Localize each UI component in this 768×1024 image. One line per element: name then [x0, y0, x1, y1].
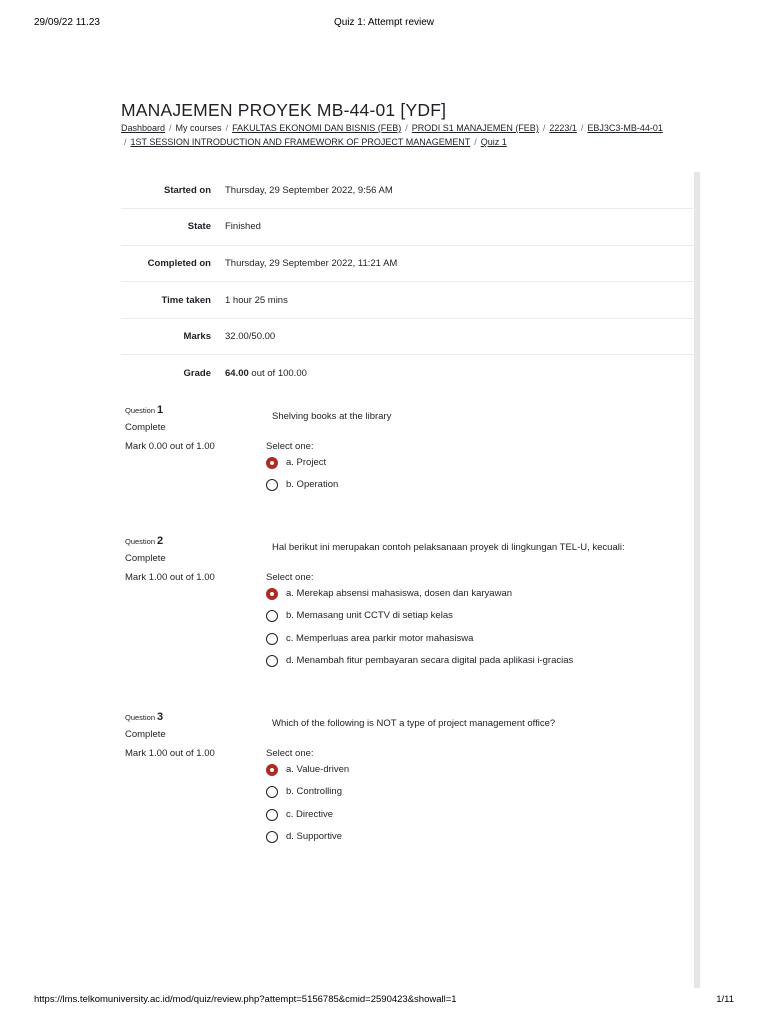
- answer-label: d. Menambah fitur pembayaran secara digital pada aplikasi i-gracias: [286, 654, 574, 666]
- radio-unselected-icon[interactable]: [266, 655, 278, 667]
- breadcrumb-item[interactable]: EBJ3C3-MB-44-01: [587, 123, 663, 133]
- question-text: Shelving books at the library: [272, 411, 392, 422]
- summary-value: Thursday, 29 September 2022, 9:56 AM: [225, 184, 393, 196]
- summary-value: 1 hour 25 mins: [225, 282, 695, 319]
- breadcrumb-separator: /: [225, 123, 229, 133]
- answer-label: a. Value-driven: [286, 764, 350, 775]
- breadcrumb-separator: /: [124, 137, 127, 147]
- summary-value: 32.00/50.00: [225, 318, 695, 355]
- breadcrumb-item[interactable]: Dashboard: [121, 123, 166, 133]
- question-info: [125, 711, 255, 759]
- grade-suffix: out of 100.00: [248, 368, 307, 380]
- breadcrumb-item[interactable]: PRODI S1 MANAJEMEN (FEB): [411, 123, 539, 133]
- summary-label: Grade: [121, 355, 225, 392]
- answer-label: a. Project: [286, 457, 327, 468]
- answer-option[interactable]: [266, 457, 338, 479]
- select-one-prompt: Select one:: [266, 572, 314, 583]
- breadcrumb-item[interactable]: Quiz 1: [480, 137, 507, 147]
- answer-option[interactable]: [266, 655, 573, 677]
- summary-row-marks: [121, 318, 695, 355]
- breadcrumb-separator: /: [542, 123, 546, 133]
- question-text: Hal berikut ini merupakan contoh pelaksanaan proyek di lingkungan TEL-U, kecuali:: [272, 542, 625, 553]
- answer-label: d. Supportive: [286, 830, 342, 842]
- summary-label: Time taken: [121, 282, 225, 319]
- print-page-title: Quiz 1: Attempt review: [333, 17, 435, 28]
- answer-option[interactable]: [266, 588, 573, 610]
- answer-list: [266, 457, 338, 502]
- question-state: Complete: [125, 553, 166, 564]
- radio-unselected-icon[interactable]: [266, 633, 278, 645]
- summary-label: Started on: [164, 184, 211, 196]
- question-number: [125, 404, 255, 416]
- summary-label: Marks: [121, 318, 225, 355]
- radio-unselected-icon[interactable]: [266, 479, 278, 491]
- breadcrumb-separator: /: [169, 123, 172, 133]
- question-prefix: Question: [125, 406, 156, 415]
- answer-option[interactable]: [266, 809, 349, 831]
- answer-option[interactable]: [266, 479, 338, 501]
- breadcrumb-item: My courses: [175, 123, 222, 133]
- print-date: 29/09/22 11.23: [34, 17, 100, 28]
- radio-selected-icon[interactable]: [266, 457, 278, 469]
- breadcrumb-item[interactable]: FAKULTAS EKONOMI DAN BISNIS (FEB): [232, 123, 402, 133]
- summary-row-grade: [121, 355, 695, 392]
- breadcrumb-separator: /: [580, 123, 584, 133]
- answer-label: b. Operation: [286, 479, 339, 491]
- print-header: [34, 17, 734, 31]
- radio-unselected-icon[interactable]: [266, 610, 278, 622]
- summary-label: Completed on: [121, 245, 225, 282]
- answer-label: b. Memasang unit CCTV di setiap kelas: [286, 610, 453, 622]
- breadcrumb-item[interactable]: 2223/1: [549, 123, 577, 133]
- select-one-prompt: Select one:: [266, 748, 314, 759]
- question-number-value: 3: [157, 711, 164, 723]
- answer-list: [266, 764, 349, 853]
- grade-score: 64.00: [225, 368, 249, 380]
- summary-value: Finished: [225, 209, 695, 246]
- question-number-value: 2: [157, 535, 164, 547]
- breadcrumb-separator: /: [405, 123, 408, 133]
- answer-label: a. Merekap absensi mahasiswa, dosen dan karyawan: [286, 588, 513, 599]
- radio-selected-icon[interactable]: [266, 764, 278, 776]
- answer-option[interactable]: [266, 764, 349, 786]
- question-mark: Mark 0.00 out of 1.00: [125, 441, 215, 452]
- answer-list: [266, 588, 573, 677]
- question-number: [125, 535, 255, 547]
- answer-option[interactable]: [266, 831, 349, 853]
- print-url: https://lms.telkomuniversity.ac.id/mod/quiz/review.php?attempt=5156785&cmid=2590423&showall=1: [34, 994, 457, 1005]
- summary-value: [225, 355, 695, 392]
- summary-label: State: [121, 209, 225, 246]
- question-info: [125, 535, 255, 583]
- summary-value: Thursday, 29 September 2022, 11:21 AM: [225, 245, 695, 282]
- breadcrumb-separator: /: [474, 137, 477, 147]
- question-state: Complete: [125, 729, 166, 740]
- print-page-number: 1/11: [716, 994, 734, 1005]
- course-title: MANAJEMEN PROYEK MB-44-01 [YDF]: [121, 100, 447, 120]
- radio-selected-icon[interactable]: [266, 588, 278, 600]
- radio-unselected-icon[interactable]: [266, 809, 278, 821]
- summary-row-state: [121, 209, 695, 246]
- breadcrumb-item[interactable]: 1ST SESSION INTRODUCTION AND FRAMEWORK OF PROJECT MANAGEMENT: [130, 137, 471, 147]
- summary-row-completed-on: [121, 245, 695, 282]
- question-state: Complete: [125, 422, 166, 433]
- print-footer: [34, 994, 734, 1008]
- question-info: [125, 404, 255, 452]
- radio-unselected-icon[interactable]: [266, 786, 278, 798]
- question-prefix: Question: [125, 713, 156, 722]
- answer-option[interactable]: [266, 786, 349, 808]
- select-one-prompt: Select one:: [266, 441, 314, 452]
- answer-label: c. Memperluas area parkir motor mahasiswa: [286, 632, 474, 644]
- question-number-value: 1: [157, 404, 164, 416]
- summary-row-started-on: [121, 172, 695, 209]
- attempt-summary-table: [121, 172, 695, 392]
- breadcrumb: [121, 121, 701, 149]
- question-number: [125, 711, 255, 723]
- answer-option[interactable]: [266, 610, 573, 632]
- answer-label: c. Directive: [286, 808, 333, 820]
- answer-label: b. Controlling: [286, 786, 342, 798]
- question-prefix: Question: [125, 537, 156, 546]
- radio-unselected-icon[interactable]: [266, 831, 278, 843]
- question-mark: Mark 1.00 out of 1.00: [125, 572, 215, 583]
- question-text: Which of the following is NOT a type of project management office?: [272, 718, 556, 729]
- summary-row-time-taken: [121, 282, 695, 319]
- question-mark: Mark 1.00 out of 1.00: [125, 748, 215, 759]
- answer-option[interactable]: [266, 633, 573, 655]
